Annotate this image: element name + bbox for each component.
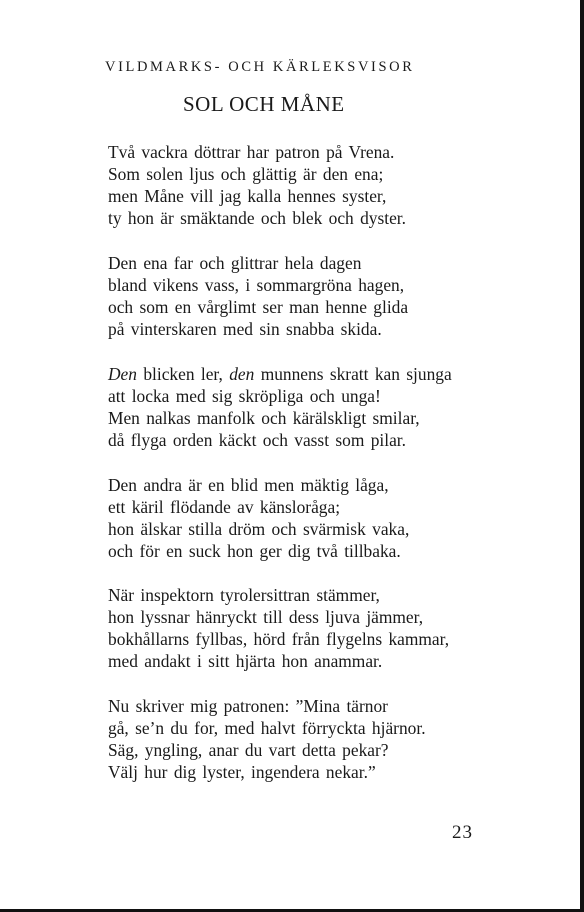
poem-title: SOL OCH MÅNE	[183, 92, 345, 116]
page-edge-right	[580, 0, 584, 912]
stanza-6	[108, 695, 426, 783]
verse-line: bokhållarns fyllbas, hörd från flygelns kammar,	[108, 629, 450, 649]
italic-emphasis: Den	[108, 364, 137, 384]
verse-text: munnens skratt kan sjunga	[254, 364, 452, 384]
verse-line: gå, se’n du for, med halvt förryckta hjärnor.	[108, 718, 426, 738]
verse-line: Säg, yngling, anar du vart detta pekar?	[108, 740, 389, 760]
verse-text: blicken ler,	[136, 364, 230, 384]
verse-line: ty hon är smäktande och blek och dyster.	[108, 208, 406, 228]
verse-line: Välj hur dig lyster, ingendera nekar.”	[108, 762, 376, 782]
verse-line: bland vikens vass, i sommargröna hagen,	[108, 275, 405, 295]
verse-line: hon älskar stilla dröm och svärmisk vaka,	[108, 519, 410, 539]
stanza-2	[108, 252, 408, 340]
verse-line: När inspektorn tyrolersittran stämmer,	[108, 585, 380, 605]
running-head: VILDMARKS- OCH KÄRLEKSVISOR	[105, 59, 415, 75]
page-number: 23	[452, 822, 473, 843]
verse-line: och som en vårglimt ser man henne glida	[108, 297, 409, 317]
stanza-5	[108, 584, 449, 672]
stanza-3	[108, 363, 452, 451]
verse-line: då flyga orden käckt och vasst som pilar.	[108, 430, 406, 450]
verse-line: Men nalkas manfolk och kärälskligt smilar,	[108, 408, 420, 428]
verse-line: på vinterskaren med sin snabba skida.	[108, 319, 382, 339]
verse-line: att locka med sig skröpliga och unga!	[108, 386, 381, 406]
verse-line: ett käril flödande av känsloråga;	[108, 497, 341, 517]
verse-line: och för en suck hon ger dig två tillbaka.	[108, 541, 401, 561]
verse-line	[108, 363, 452, 385]
verse-line: Den ena far och glittrar hela dagen	[108, 253, 362, 273]
verse-line: Två vackra döttrar har patron på Vrena.	[108, 142, 395, 162]
stanza-4	[108, 474, 409, 562]
verse-line: med andakt i sitt hjärta hon anammar.	[108, 651, 383, 671]
verse-line: Som solen ljus och glättig är den ena;	[108, 164, 384, 184]
italic-emphasis: den	[229, 364, 255, 384]
stanza-1	[108, 141, 406, 229]
verse-line: Den andra är en blid men mäktig låga,	[108, 475, 389, 495]
verse-line: Nu skriver mig patronen: ”Mina tärnor	[108, 696, 388, 716]
verse-line: hon lyssnar hänryckt till dess ljuva jämmer,	[108, 607, 424, 627]
verse-line: men Måne vill jag kalla hennes syster,	[108, 186, 387, 206]
